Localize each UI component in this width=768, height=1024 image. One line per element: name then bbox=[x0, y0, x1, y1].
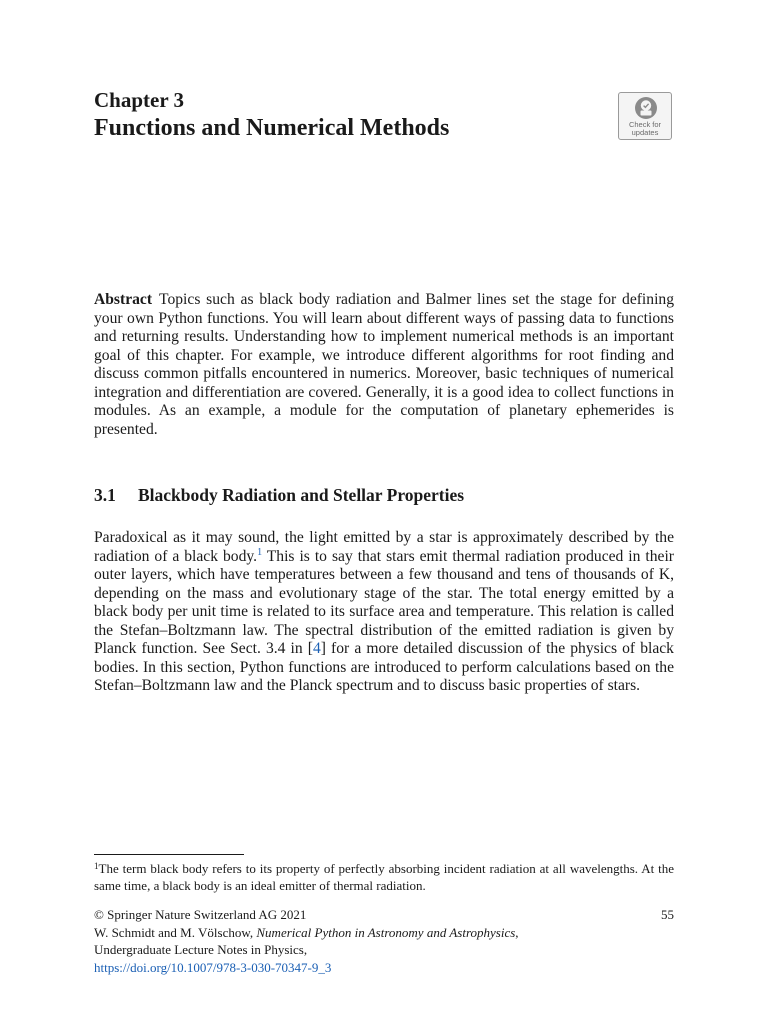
section-number: 3.1 bbox=[94, 485, 116, 505]
footnote-divider bbox=[94, 854, 244, 855]
page-number: 55 bbox=[661, 907, 674, 922]
section-heading bbox=[94, 484, 464, 506]
paragraph-text-1: Paradoxical as it may sound, the light emitted by a star is approximately described by the radiation of a black body. bbox=[94, 529, 674, 565]
paragraph-text-2: This is to say that stars emit thermal radiation produced in their outer layers, which have temperatures between a few thousand and tens of thousands of K, depending on the mass and evolutionary stage of the star. The total energy emitted by a black body per unit time is related to its surface area and temperature. This relation is called the Stefan–Boltzmann law. The spectral distribution of the emitted radiation is given by Planck function. See Sect. 3.4 in [ bbox=[94, 547, 674, 657]
book-title-suffix: , bbox=[515, 924, 519, 940]
authors: W. Schmidt and M. Völschow, bbox=[94, 924, 254, 940]
doi-link[interactable]: https://doi.org/10.1007/978-3-030-70347-9_3 bbox=[94, 959, 332, 975]
paragraph-text-3: ] for a more detailed discussion of the physics of black bodies. In this section, Python functions are introduced to perform calculations based on the Stefan–Boltzmann law and the Planck spectrum and to discuss basic properties of stars. bbox=[94, 640, 674, 694]
citation-link[interactable]: 4 bbox=[312, 640, 321, 657]
badge-text bbox=[619, 121, 671, 137]
chapter-label: Chapter 3 bbox=[94, 88, 185, 112]
section-title: Blackbody Radiation and Stellar Properties bbox=[138, 485, 465, 505]
series-line: Undergraduate Lecture Notes in Physics, bbox=[94, 942, 308, 957]
badge-line-2: updates bbox=[631, 128, 659, 137]
footnote-marker: 1 bbox=[94, 861, 99, 871]
abstract-label: Abstract bbox=[94, 291, 153, 308]
copyright-line: © Springer Nature Switzerland AG 2021 bbox=[94, 907, 307, 922]
citation-line bbox=[94, 924, 674, 942]
check-for-updates-icon bbox=[634, 96, 658, 120]
abstract-text: Topics such as black body radiation and Balmer lines set the stage for defining your own Python functions. You will learn about different ways of passing data to functions and returning results. Understanding how to implement numerical methods is an important goal of this chapter. For example, we introduce different algorithms for root finding and discuss common pitfalls encountered in numerics. Moreover, basic techniques of numerical integration and differentiation are covered. Generally, it is a good idea to collect functions in modules. As an example, a module for the computation of planetary ephemerides is presented. bbox=[94, 291, 674, 438]
check-for-updates-badge[interactable] bbox=[618, 92, 672, 140]
footnote-reference[interactable]: 1 bbox=[257, 546, 263, 558]
chapter-title: Functions and Numerical Methods bbox=[94, 115, 450, 141]
footnote-text: The term black body refers to its property of perfectly absorbing incident radiation at all wavelengths. At the same time, a black body is an ideal emitter of thermal radiation. bbox=[94, 861, 674, 893]
abstract bbox=[94, 291, 674, 439]
imprint bbox=[94, 906, 674, 976]
book-title: Numerical Python in Astronomy and Astrophysics bbox=[256, 924, 516, 940]
footnote bbox=[94, 860, 674, 894]
section-paragraph bbox=[94, 529, 674, 696]
badge-line-1: Check for bbox=[628, 120, 662, 129]
